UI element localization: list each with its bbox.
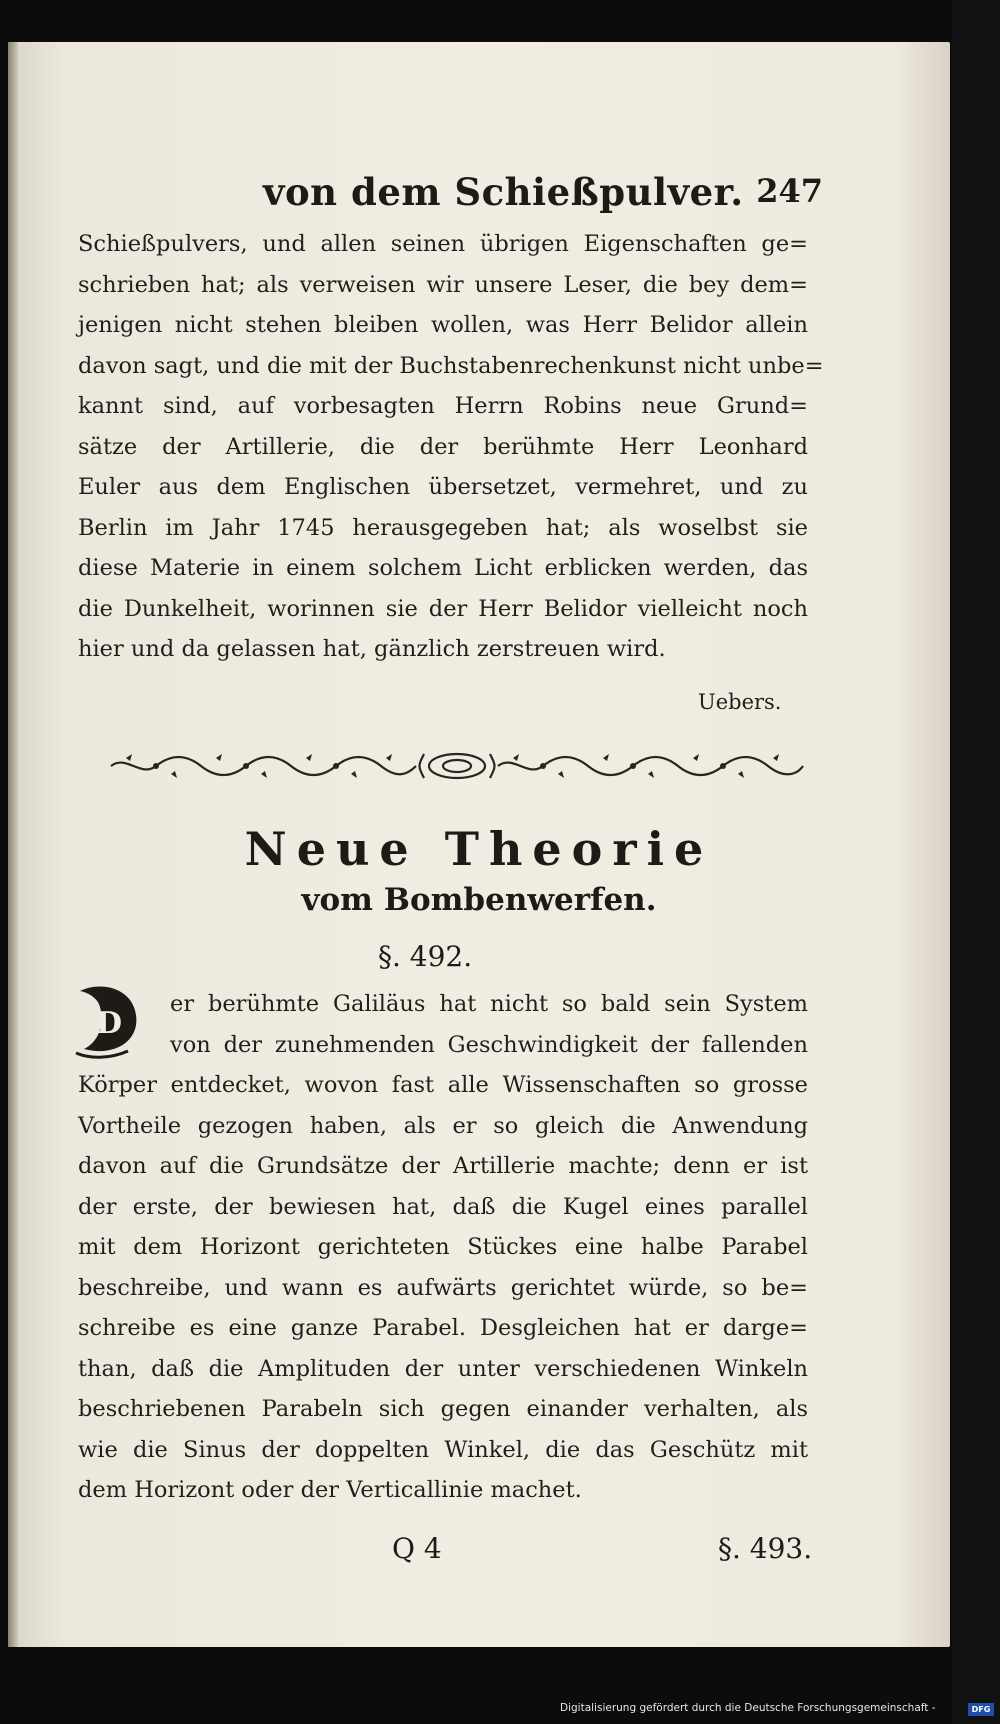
text-line: mit dem Horizont gerichteten Stückes eine halbe Parabel — [78, 1234, 808, 1260]
text-line: hier und da gelassen hat, gänzlich zerstreuen wird. — [78, 636, 666, 662]
text-line: jenigen nicht stehen bleiben wollen, was Herr Belidor allein — [78, 312, 808, 338]
text-line: Berlin im Jahr 1745 herausgegeben hat; als woselbst sie — [78, 514, 808, 541]
text-line: beschreibe, und wann es aufwärts gerichtet würde, so be= — [78, 1274, 808, 1301]
chapter-heading: Neue Theorie — [244, 822, 714, 876]
signature-mark: Q 4 — [392, 1532, 442, 1565]
text-line: er berühmte Galiläus hat nicht so bald sein System — [170, 991, 808, 1017]
text-line: schreibe es eine ganze Parabel. Desgleichen hat er darge= — [78, 1315, 808, 1341]
page-number: 247 — [756, 172, 823, 210]
text-line: Körper entdecket, wovon fast alle Wissenschaften so grosse — [78, 1072, 808, 1098]
text-line: Vortheile gezogen haben, als er so gleich die Anwendung — [78, 1112, 808, 1139]
text-line: davon auf die Grundsätze der Artillerie machte; denn er ist — [78, 1153, 808, 1179]
text-line: beschriebenen Parabeln sich gegen einander verhalten, als — [78, 1396, 808, 1422]
text-line: der erste, der bewiesen hat, daß die Kugel eines parallel — [78, 1193, 808, 1220]
running-head — [263, 170, 823, 220]
text-line: von der zunehmenden Geschwindigkeit der fallenden — [170, 1031, 808, 1058]
vine-ornament-icon — [106, 748, 808, 784]
translator-signature: Uebers. — [698, 690, 782, 714]
digitization-credit: Digitalisierung gefördert durch die Deutsche Forschungsgemeinschaft - — [560, 1702, 936, 1714]
text-line: dem Horizont oder der Verticallinie machet. — [78, 1477, 582, 1503]
running-head-title: von dem Schießpulver. — [263, 170, 744, 214]
body-paragraph — [78, 984, 808, 1511]
dropcap-letter: D — [95, 1006, 123, 1041]
text-line: Schießpulvers, und allen seinen übrigen Eigenschaften ge= — [78, 231, 808, 257]
page-footer — [8, 1532, 950, 1572]
text-line: sätze der Artillerie, die der berühmte Herr Leonhard — [78, 433, 808, 460]
dfg-logo: DFG — [968, 1703, 994, 1716]
scan-background-strip — [952, 0, 1000, 1724]
text-line: wie die Sinus der doppelten Winkel, die das Geschütz mit — [78, 1436, 808, 1463]
text-line: than, daß die Amplituden der unter verschiedenen Winkeln — [78, 1355, 808, 1382]
text-line: die Dunkelheit, worinnen sie der Herr Belidor vielleicht noch — [78, 595, 808, 622]
chapter-subheading: vom Bombenwerfen. — [301, 882, 657, 918]
text-line: Euler aus dem Englischen übersetzet, vermehret, und zu — [78, 474, 808, 500]
book-page — [8, 42, 950, 1647]
text-line: davon sagt, und die mit der Buchstabenrechenkunst nicht unbe= — [78, 352, 824, 379]
text-line: diese Materie in einem solchem Licht erblicken werden, das — [78, 555, 808, 581]
footnote-paragraph — [78, 224, 824, 670]
catchword: §. 493. — [718, 1532, 813, 1565]
ornament-divider — [106, 748, 808, 784]
text-line: kannt sind, auf vorbesagten Herrn Robins neue Grund= — [78, 393, 808, 419]
text-line: schrieben hat; als verweisen wir unsere Leser, die bey dem= — [78, 271, 808, 298]
section-number: §. 492. — [378, 940, 473, 973]
